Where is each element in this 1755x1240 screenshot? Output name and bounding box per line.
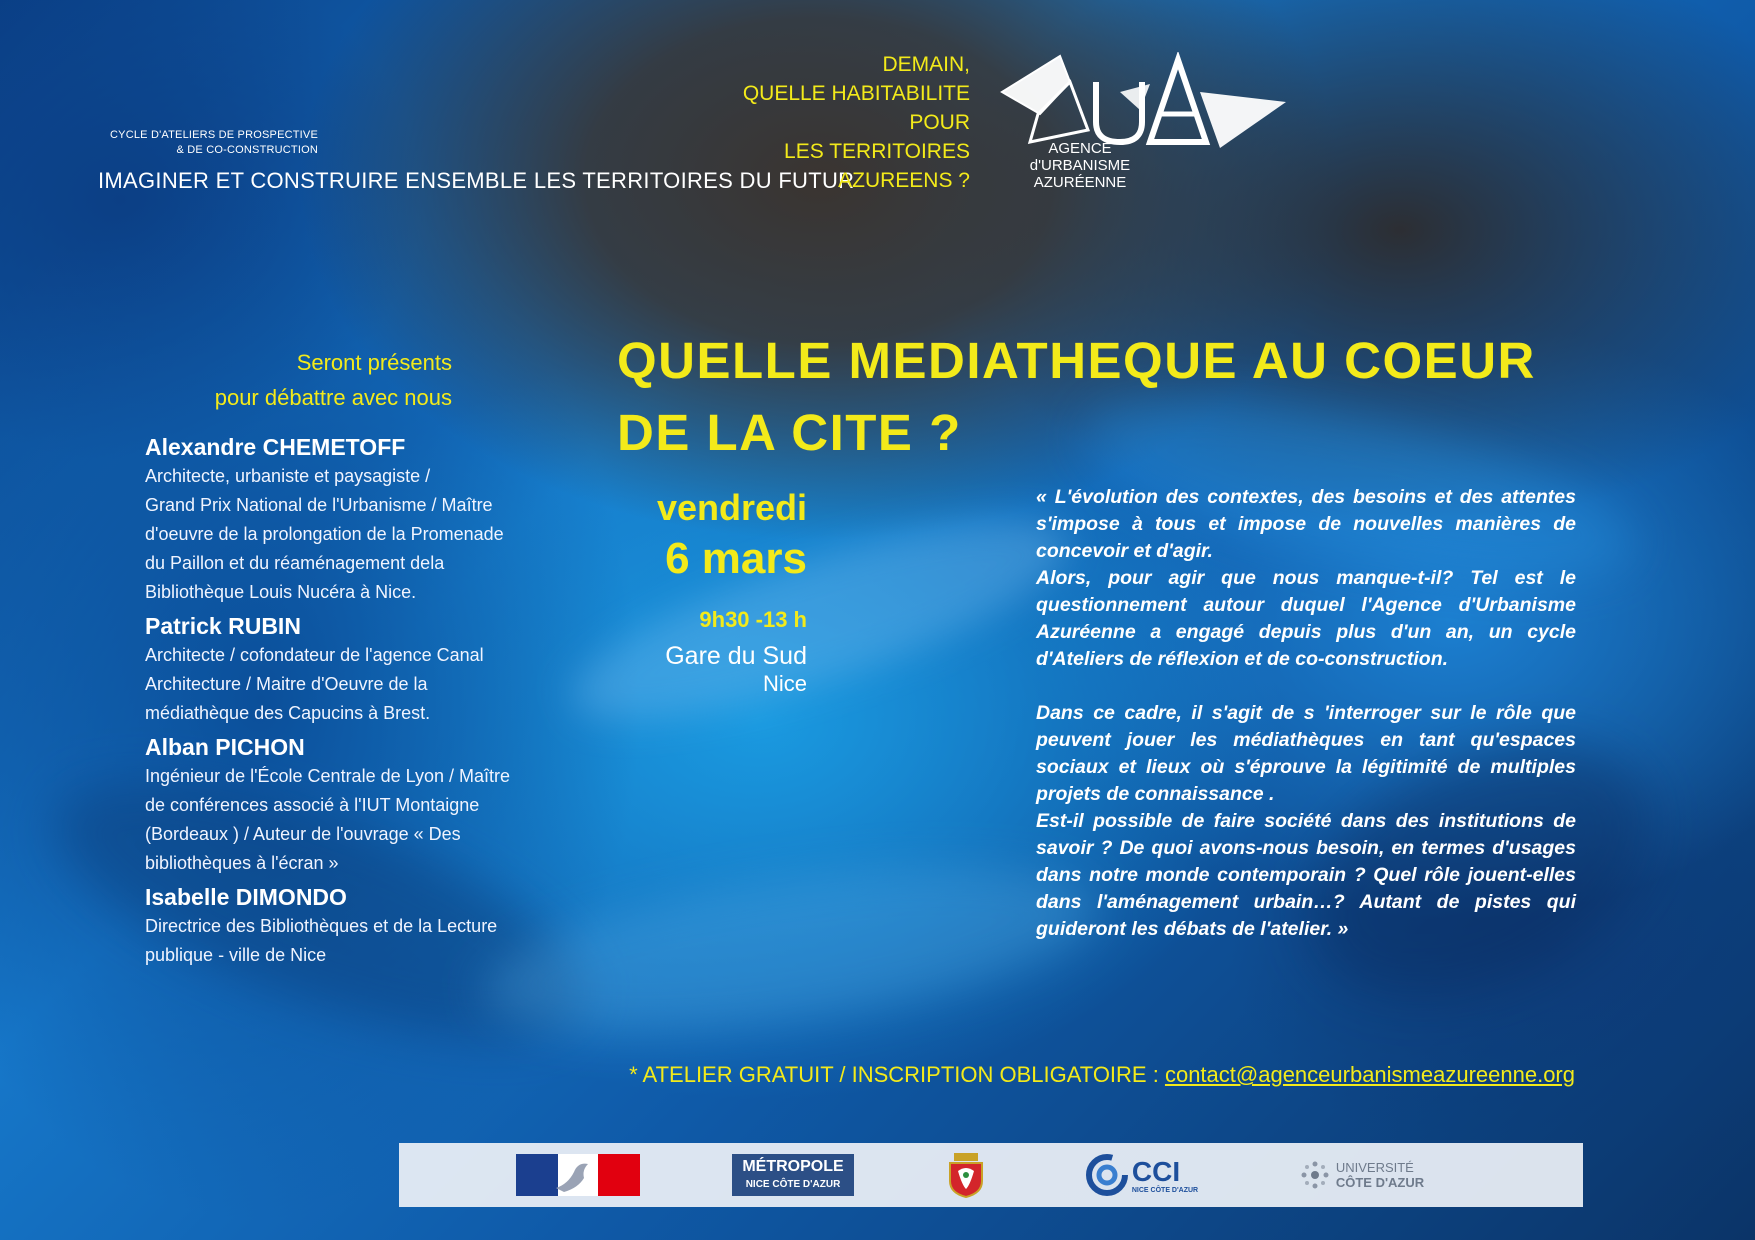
speaker-desc-line: bibliothèques à l'écran » <box>145 853 339 873</box>
event-day: vendredi <box>656 487 807 528</box>
speaker-desc-line: médiathèque des Capucins à Brest. <box>145 703 431 723</box>
presents-line2: pour débattre avec nous <box>214 385 452 410</box>
event-place: Gare du Sud <box>665 642 807 670</box>
metropole-badge <box>732 1154 854 1196</box>
metropole-logo <box>732 1143 854 1207</box>
event-info <box>600 485 807 697</box>
speaker <box>145 432 595 607</box>
cci-sub: NICE CÔTE D'AZUR <box>1131 1186 1199 1194</box>
speaker-desc-line: de conférences associé à l'IUT Montaigne <box>145 795 480 815</box>
header-question <box>700 50 970 195</box>
universite-cote-azur-logo <box>1292 1143 1432 1207</box>
crest-icon <box>946 1151 986 1199</box>
speaker-desc-line: Architecte / cofondateur de l'agence Canal <box>145 645 484 665</box>
description-quote <box>1036 484 1576 943</box>
speaker-desc-line: Directrice des Bibliothèques et de la Lecture <box>145 916 498 936</box>
speaker-name: Alban PICHON <box>145 734 305 760</box>
speaker-desc-line: (Bordeaux ) / Auteur de l'ouvrage « Des <box>145 824 461 844</box>
speaker <box>145 611 595 728</box>
speaker-desc-line: Architecte, urbaniste et paysagiste / <box>145 466 431 486</box>
speaker-description <box>145 762 595 878</box>
question-line: QUELLE HABITABILITE <box>742 82 970 105</box>
universite-line1: UNIVERSITÉ <box>1335 1160 1414 1175</box>
speaker-description <box>145 462 595 607</box>
speaker-desc-line: Ingénieur de l'École Centrale de Lyon / Maître <box>145 766 510 786</box>
main-title <box>617 325 1617 469</box>
title-line2: DE LA CITE ? <box>617 404 962 461</box>
speaker-name: Alexandre CHEMETOFF <box>145 434 406 460</box>
event-city: Nice <box>762 671 807 696</box>
quote-paragraph: Est-il possible de faire société dans des institutions de savoir ? De quoi avons-nous besoin, en termes d'usages dans notre monde contemporain ? Quel rôle jouent-elles dans l'aménagement urbain…? Autant de pistes qui guideront les débats de l'atelier. » <box>1036 810 1576 940</box>
cci-logo <box>1082 1143 1202 1207</box>
speaker-name: Patrick RUBIN <box>145 613 301 639</box>
tagline: IMAGINER ET CONSTRUIRE ENSEMBLE LES TERRITOIRES DU FUTUR <box>98 168 855 193</box>
question-line: POUR <box>909 111 970 134</box>
logo-line1: AGENCE <box>1048 140 1112 157</box>
speaker <box>145 732 595 878</box>
question-line: LES TERRITOIRES <box>784 140 970 163</box>
metropole-line2: NICE CÔTE D'AZUR <box>745 1179 841 1190</box>
presents-heading <box>130 345 452 415</box>
speaker-desc-line: Architecture / Maitre d'Oeuvre de la <box>145 674 428 694</box>
partner-logos-bar <box>399 1143 1583 1207</box>
speaker-desc-line: publique - ville de Nice <box>145 945 327 965</box>
registration-text: * ATELIER GRATUIT / INSCRIPTION OBLIGATOIRE : <box>629 1062 1159 1087</box>
cci-text <box>1132 1157 1198 1194</box>
event-date: 6 mars <box>665 534 807 583</box>
cycle-label-line2: & DE CO-CONSTRUCTION <box>176 144 318 156</box>
speaker-desc-line: d'oeuvre de la prolongation de la Promenade <box>145 524 504 544</box>
quote-paragraph: Dans ce cadre, il s'agit de s 'interroger sur le rôle que peuvent jouer les médiathèques en tant qu'espaces sociaux et lieux où s'éprouve la légitimité de multiples projets de connaissance . <box>1036 702 1576 805</box>
marianne-icon <box>516 1154 640 1196</box>
logo-line3: AZURÉENNE <box>1033 174 1127 191</box>
republique-francaise-logo <box>516 1143 640 1207</box>
speakers-list <box>145 432 595 974</box>
title-line1: QUELLE MEDIATHEQUE AU COEUR <box>617 332 1536 389</box>
universite-text <box>1336 1160 1424 1190</box>
registration-line <box>575 1062 1575 1088</box>
speaker-description <box>145 912 595 970</box>
contact-email-link[interactable]: contact@agenceurbanismeazureenne.org <box>1164 1062 1575 1087</box>
speaker-name: Isabelle DIMONDO <box>145 884 347 910</box>
ville-de-nice-crest <box>944 1143 988 1207</box>
cycle-label <box>100 128 318 158</box>
universite-dots-icon <box>1300 1160 1330 1190</box>
speaker-desc-line: du Paillon et du réaménagement dela <box>145 553 445 573</box>
universite-line2: CÔTE D'AZUR <box>1335 1175 1425 1190</box>
quote-paragraph: « L'évolution des contextes, des besoins et des attentes s'impose à tous et impose de nouvelles manières de concevoir et d'agir. <box>1036 486 1576 562</box>
aua-logo-text <box>1000 140 1160 191</box>
cycle-label-line1: CYCLE D'ATELIERS DE PROSPECTIVE <box>110 129 318 141</box>
presents-line1: Seront présents <box>296 350 452 375</box>
metropole-line1: MÉTROPOLE <box>742 1158 844 1175</box>
cci-main: CCI <box>1131 1155 1181 1187</box>
speaker-description <box>145 641 595 728</box>
cci-icon <box>1086 1154 1128 1196</box>
quote-paragraph: Alors, pour agir que nous manque-t-il? Tel est le questionnement autour duquel l'Agence d'Urbanisme Azuréenne a engagé depuis plus d'un an, un cycle d'Ateliers de réflexion et de co-construction. <box>1036 567 1576 670</box>
speaker-desc-line: Bibliothèque Louis Nucéra à Nice. <box>145 582 417 602</box>
question-line: DEMAIN, <box>882 53 970 76</box>
speaker <box>145 882 595 970</box>
logo-line2: d'URBANISME <box>1029 157 1131 174</box>
speaker-desc-line: Grand Prix National de l'Urbanisme / Maître <box>145 495 493 515</box>
event-hours: 9h30 -13 h <box>699 607 807 632</box>
question-line: AZUREENS ? <box>838 169 970 192</box>
